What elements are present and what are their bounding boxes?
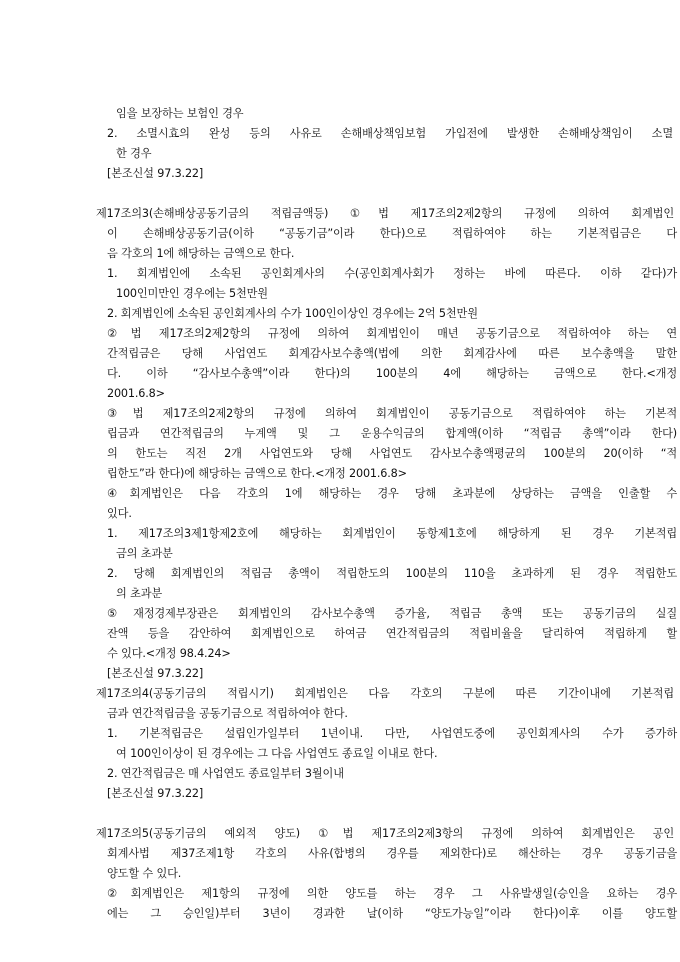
text-line: 에는 그 승인일)부터 3년이 경과한 날(이하 “양도가능일”이라 한다)이후 이를 양도할 [107, 907, 677, 920]
text-line: 100인미만인 경우에는 5천만원 [116, 287, 268, 300]
text-line: 음 각호의 1에 해당하는 금액으로 한다. [107, 247, 295, 260]
text-line: 회계사법 제37조제1항 각호의 사유(합병의 경우를 제외한다)로 해산하는 경우 공동기금을 [107, 847, 677, 860]
text-line: ③법 제17조의2제2항의 규정에 의하여 회계법인이 공동기금으로 적립하여야 하는 기본적 [107, 407, 677, 420]
text-line: 임을 보장하는 보험인 경우 [116, 107, 244, 120]
text-line: ④회계법인은 다음 각호의 1에 해당하는 경우 당해 초과분에 상당하는 금액을 인출할 수 [107, 487, 677, 500]
text-line: ②회계법인은 제1항의 규정에 의한 양도를 하는 경우 그 사유발생일(승인을 요하는 경우 [107, 887, 677, 900]
text-line: 1. 회계법인에 소속된 공인회계사의 수(공인회계사회가 정하는 바에 따른다. 이하 같다)가 [107, 267, 677, 280]
text-line: 립한도”라 한다)에 해당하는 금액으로 한다.<개정 2001.6.8> [107, 467, 407, 480]
text-line: 금과 연간적립금을 공동기금으로 적립하여야 한다. [107, 707, 348, 720]
article-heading-17-3: 제17조의3(손해배상공동기금의 적립금액등) ①법 제17조의2제2항의 규정에 의하여 회계법인 [96, 207, 674, 220]
text-line: [본조신설 97.3.22] [107, 167, 204, 180]
text-line: 있다. [107, 507, 132, 520]
text-line: 수 있다.<개정 98.4.24> [107, 647, 231, 660]
text-line: 2001.6.8> [107, 387, 165, 400]
text-line: 다. 이하 “감사보수총액”이라 한다)의 100분의 4에 해당하는 금액으로 한다.<개정 [107, 367, 677, 380]
text-line: [본조신설 97.3.22] [107, 667, 204, 680]
text-line: 2. 소멸시효의 완성 등의 사유로 손해배상책임보험 가입전에 발생한 손해배상책임이 소멸 [107, 127, 673, 140]
text-line: 여 100인이상이 된 경우에는 그 다음 사업연도 종료일 이내로 한다. [116, 747, 438, 760]
text-line: 립금과 연간적립금의 누계액 및 그 운용수익금의 합계액(이하 “적립금 총액”이라 한다) [107, 427, 677, 440]
text-line: 1. 제17조의3제1항제2호에 해당하는 회계법인이 동항제1호에 해당하게 된 경우 기본적립 [107, 527, 677, 540]
text-line: 의 초과분 [116, 587, 163, 600]
text-line: [본조신설 97.3.22] [107, 787, 204, 800]
text-line: 이 손해배상공동기금(이하 “공동기금”이라 한다)으로 적립하여야 하는 기본적립금은 다 [107, 227, 677, 240]
text-line: 2. 당해 회계법인의 적립금 총액이 적립한도의 100분의 110을 초과하게 된 경우 적립한도 [107, 567, 677, 580]
text-line: 양도할 수 있다. [107, 867, 182, 880]
text-line: ⑤재정경제부장관은 회계법인의 감사보수총액 증가율, 적립금 총액 또는 공동기금의 실질 [107, 607, 677, 620]
text-line: 금의 초과분 [116, 547, 173, 560]
text-line: 2. 회계법인에 소속된 공인회계사의 수가 100인이상인 경우에는 2억 5천만원 [107, 307, 478, 320]
text-line: 의 한도는 직전 2개 사업연도와 당해 사업연도 감사보수총액평균의 100분의 20(이하 “적 [107, 447, 677, 460]
article-heading-17-4: 제17조의4(공동기금의 적립시기) 회계법인은 다음 각호의 구분에 따른 기간이내에 기본적립 [96, 687, 674, 700]
text-line: 잔액 등을 감안하여 회계법인으로 하여금 연간적립금의 적립비율을 달리하여 적립하게 할 [107, 627, 677, 640]
text-line: ②법 제17조의2제2항의 규정에 의하여 회계법인이 매년 공동기금으로 적립하여야 하는 연 [107, 327, 677, 340]
text-line: 1. 기본적립금은 설립인가일부터 1년이내. 다만, 사업연도중에 공인회계사의 수가 증가하 [107, 727, 677, 740]
text-line: 간적립금은 당해 사업연도 회계감사보수총액(법에 의한 회계감사에 따른 보수총액을 말한 [107, 347, 677, 360]
text-line: 2. 연간적립금은 매 사업연도 종료일부터 3월이내 [107, 767, 344, 780]
article-heading-17-5: 제17조의5(공동기금의 예외적 양도) ①법 제17조의2제3항의 규정에 의하여 회계법인은 공인 [96, 827, 674, 840]
text-line: 한 경우 [116, 147, 152, 160]
